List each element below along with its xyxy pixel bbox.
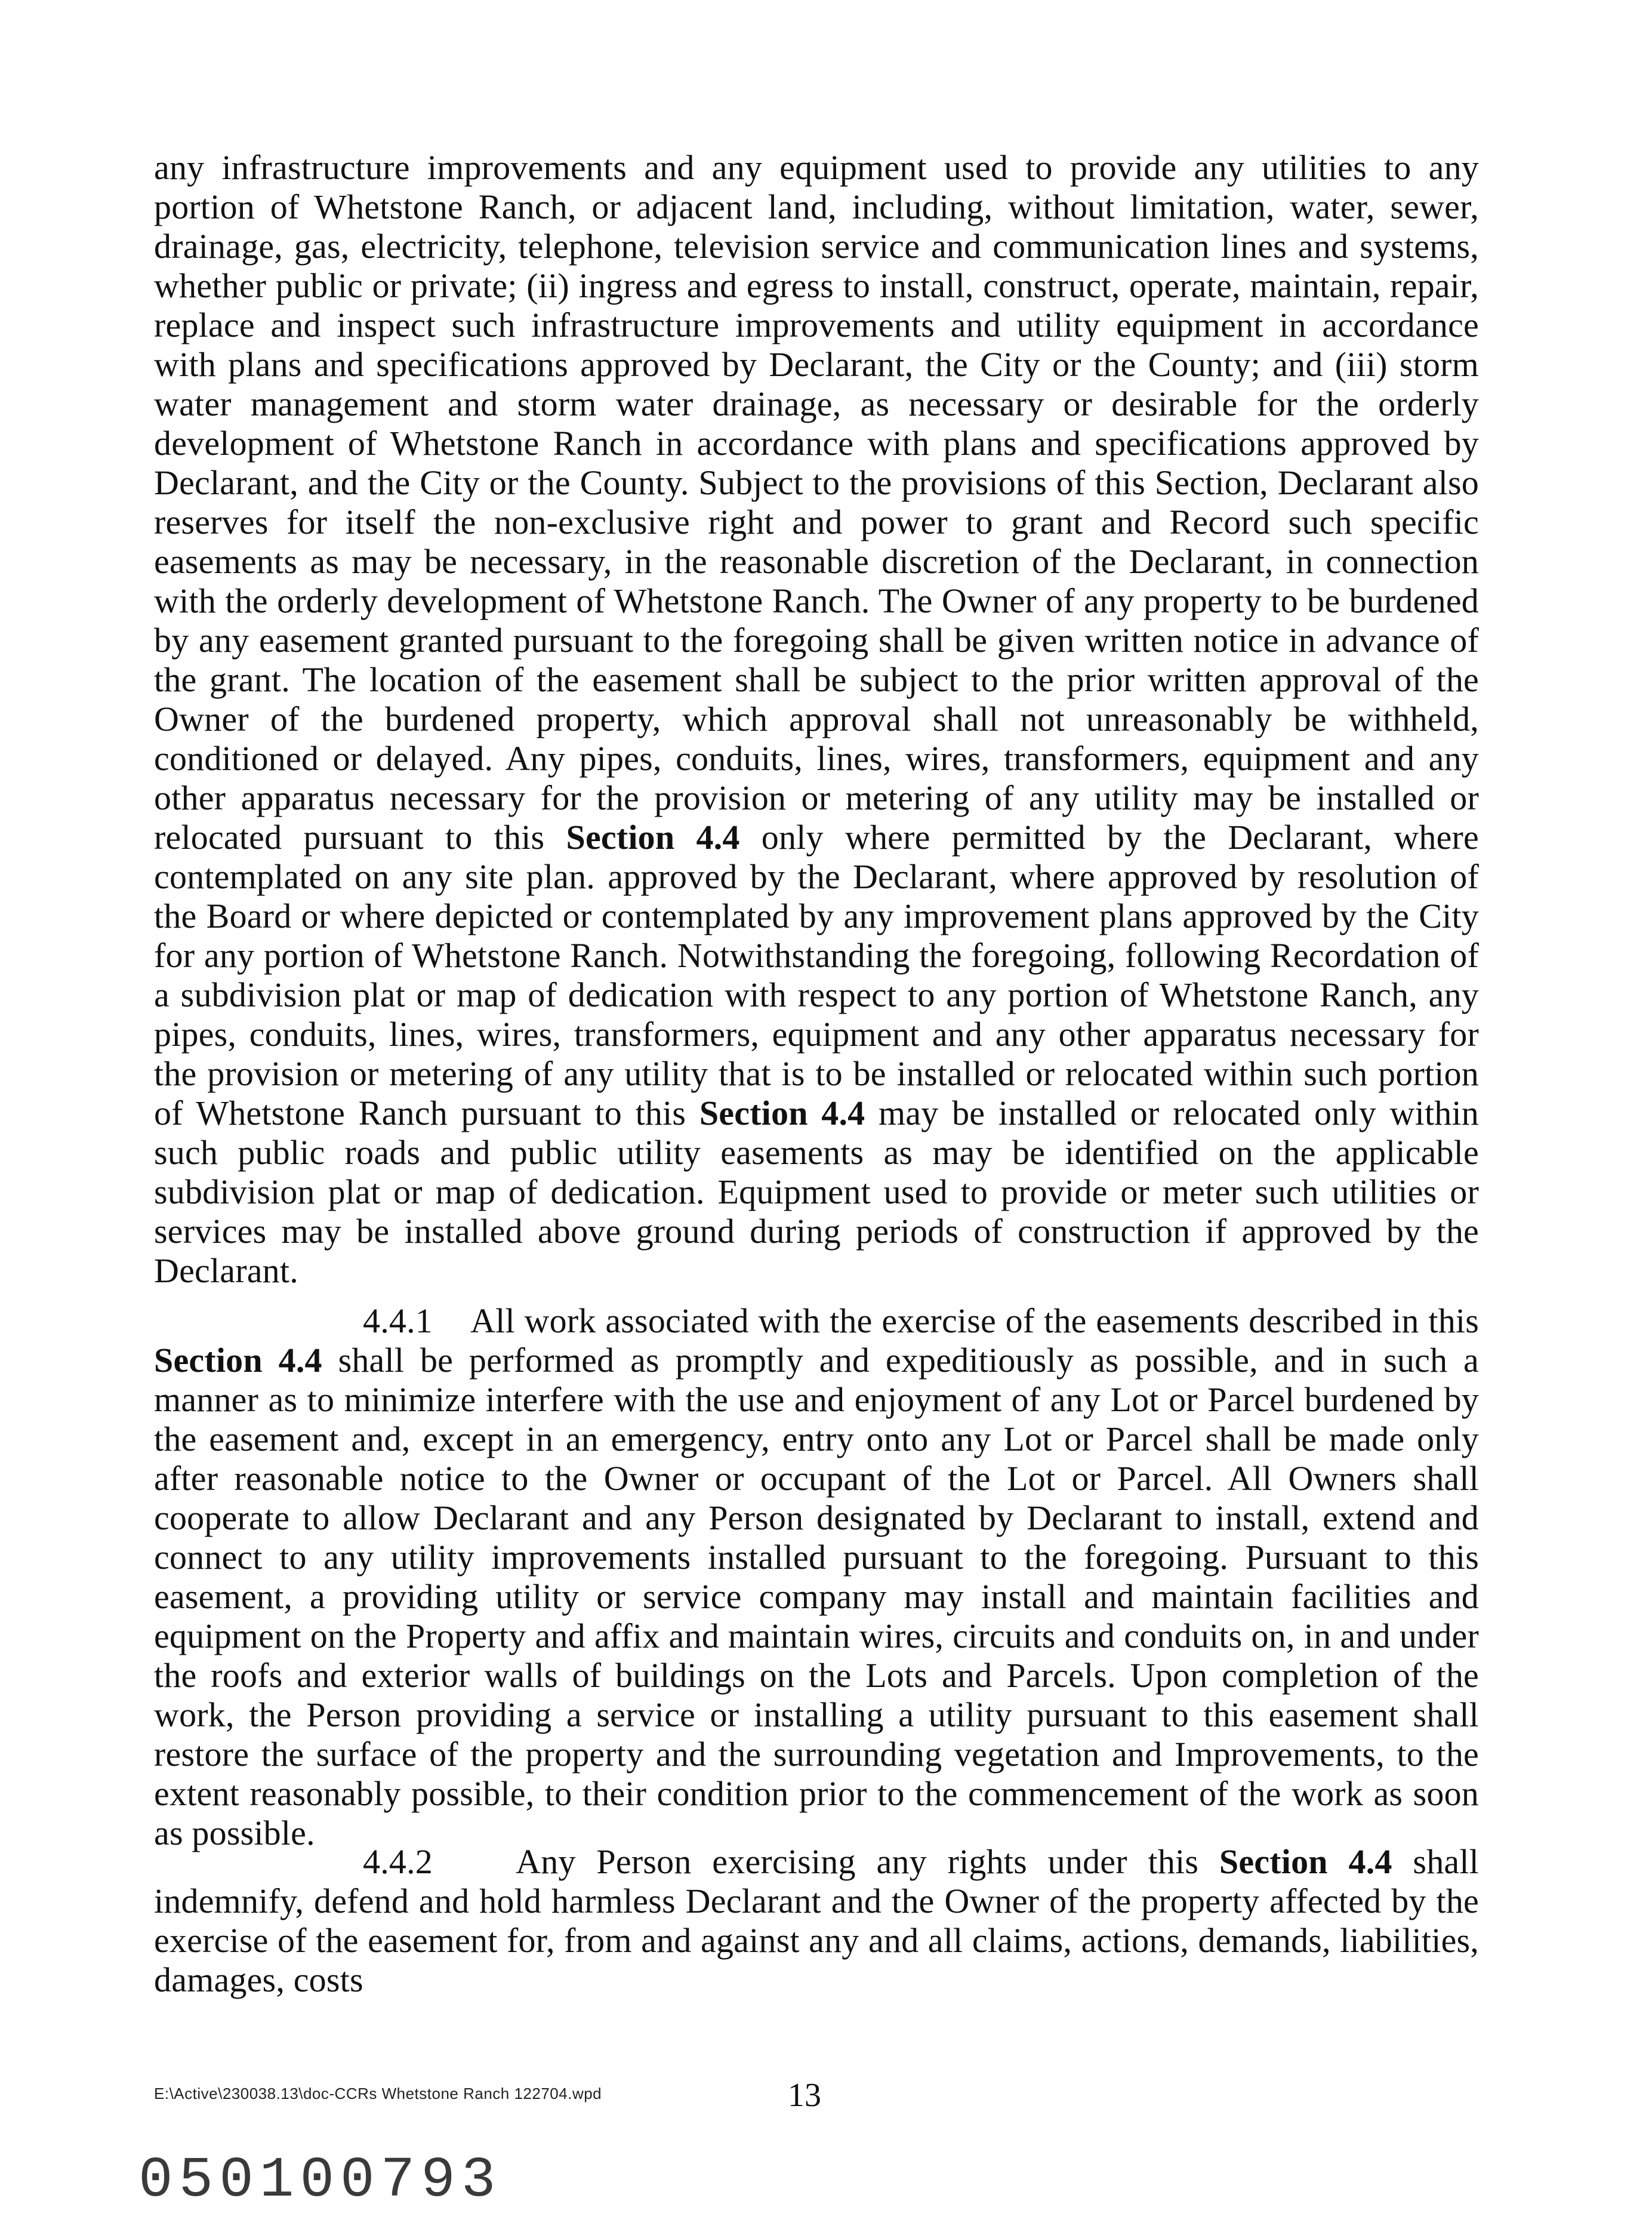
paragraph-text: shall be performed as promptly and expeditiously as possible, and in such a manner as to minimize interfere with the use and enjoyment of any Lot or Parcel burdened by the easement and, except in an emergency, entry onto any Lot or Parcel shall be made only after reasonable notice to the Owner or occupant of the Lot or Parcel. All Owners shall cooperate to allow Declarant and any Person designated by Declarant to install, extend and connect to any utility improvements installed pursuant to the foregoing. Pursuant to this easement, a providing utility or service company may install and maintain facilities and equipment on the Property and affix and maintain wires, circuits and conduits on, in and under the roofs and exterior walls of buildings on the Lots and Parcels. Upon completion of the work, the Person providing a service or installing a utility pursuant to this easement shall restore the surface of the property and the surrounding vegetation and Improvements, to the extent reasonably possible, to their condition prior to the commencement of the work as soon as possible.: [154, 1341, 1479, 1852]
paragraph-text: Any Person exercising any rights under this: [516, 1842, 1219, 1881]
paragraph-text: only where permitted by the Declarant, where contemplated on any site plan. approved by the Declarant, where approved by resolution of the Board or where depicted or contemplated by any improvement plans approved by the City for any portion of Whetstone Ranch. Notwithstanding the foregoing, following Recordation of a subdivision plat or map of dedication with respect to any portion of Whetstone Ranch, any pipes, conduits, lines, wires, transformers, equipment and any other apparatus necessary for the provision or metering of any utility that is to be installed or relocated within such portion of Whetstone Ranch pursuant to this: [154, 818, 1479, 1132]
section-reference: Section 4.4: [699, 1094, 865, 1132]
page-number: 13: [788, 2077, 821, 2114]
paragraph-easement-infrastructure: [154, 148, 1479, 1291]
paragraph-4-4-2: [154, 1842, 1479, 2000]
recording-stamp: 050100793: [138, 2148, 502, 2213]
paragraph-text: may be installed or relocated only within such public roads and public utility easements as may be identified on the applicable subdivision plat or map of dedication. Equipment used to provide or meter such utilities or services may be installed above ground during periods of construction if approved by the Declarant.: [154, 1094, 1479, 1290]
section-reference: Section 4.4: [566, 818, 740, 857]
paragraph-4-4-1: [154, 1301, 1479, 1853]
footer-file-path: E:\Active\230038.13\doc-CCRs Whetstone Ranch 122704.wpd: [154, 2085, 602, 2102]
page-footer: [154, 2076, 870, 2112]
paragraph-text: shall indemnify, defend and hold harmless Declarant and the Owner of the property affected by the exercise of the easement for, from and against any and all claims, actions, demands, liabilities, damages, costs: [154, 1842, 1479, 1999]
section-reference: Section 4.4: [1219, 1842, 1392, 1881]
paragraph-text: All work associated with the exercise of the easements described in this: [470, 1301, 1479, 1340]
subsection-number: 4.4.1: [363, 1301, 433, 1340]
subsection-number: 4.4.2: [363, 1842, 433, 1881]
paragraph-text: any infrastructure improvements and any equipment used to provide any utilities to any portion of Whetstone Ranch, or adjacent land, including, without limitation, water, sewer, drainage, gas, electricity, telephone, television service and communication lines and systems, whether public or private; (ii) ingress and egress to install, construct, operate, maintain, repair, replace and inspect such infrastructure improvements and utility equipment in accordance with plans and specifications approved by Declarant, the City or the County; and (iii) storm water management and storm water drainage, as necessary or desirable for the orderly development of Whetstone Ranch in accordance with plans and specifications approved by Declarant, and the City or the County. Subject to the provisions of this Section, Declarant also reserves for itself the non-exclusive right and power to grant and Record such specific easements as may be necessary, in the reasonable discretion of the Declarant, in connection with the orderly development of Whetstone Ranch. The Owner of any property to be burdened by any easement granted pursuant to the foregoing shall be given written notice in advance of the grant. The location of the easement shall be subject to the prior written approval of the Owner of the burdened property, which approval shall not unreasonably be withheld, conditioned or delayed. Any pipes, conduits, lines, wires, transformers, equipment and any other apparatus necessary for the provision or metering of any utility may be installed or relocated pursuant to this: [154, 148, 1479, 857]
section-reference: Section 4.4: [154, 1341, 322, 1380]
